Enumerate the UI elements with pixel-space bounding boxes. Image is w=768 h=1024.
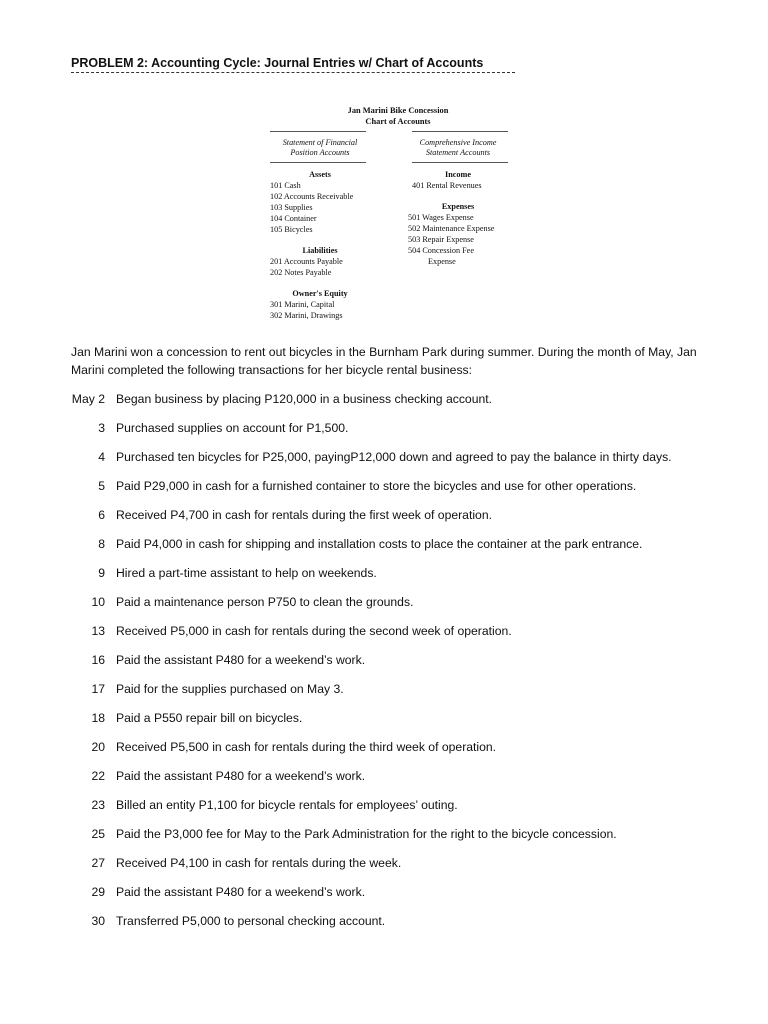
- transaction-text: Purchased supplies on account for P1,500.: [116, 421, 349, 435]
- transaction-day: 8: [98, 537, 105, 551]
- coa-income-label: Income: [445, 170, 471, 179]
- transaction-day: 6: [98, 508, 105, 522]
- coa-right-rule-top: [412, 131, 508, 132]
- transaction-row: [71, 767, 751, 785]
- transaction-row: [71, 825, 751, 843]
- transaction-text: Received P5,500 in cash for rentals during the third week of operation.: [116, 740, 497, 754]
- transaction-text: Paid P4,000 in cash for shipping and installation costs to place the container at the park entrance.: [116, 537, 643, 551]
- transaction-text: Paid a maintenance person P750 to clean the grounds.: [116, 595, 414, 609]
- transaction-row: [71, 854, 751, 872]
- transaction-day: 27: [91, 856, 105, 870]
- problem-title: PROBLEM 2: Accounting Cycle: Journal Entries w/ Chart of Accounts: [71, 56, 484, 70]
- coa-account: 501 Wages Expense: [408, 213, 474, 222]
- coa-right-header-1: Comprehensive Income: [419, 138, 497, 147]
- transaction-day: 22: [91, 769, 105, 783]
- coa-account: 105 Bicycles: [270, 225, 313, 234]
- transaction-row: [71, 419, 751, 437]
- transaction-row: [71, 738, 751, 756]
- transaction-text: Received P5,000 in cash for rentals during the second week of operation.: [116, 624, 512, 638]
- transaction-text: Paid the assistant P480 for a weekend’s work.: [116, 653, 366, 667]
- coa-account: 101 Cash: [270, 181, 301, 190]
- transaction-text: Received P4,700 in cash for rentals during the first week of operation.: [116, 508, 492, 522]
- transaction-row: [71, 477, 751, 495]
- coa-account: 202 Notes Payable: [270, 268, 332, 277]
- transaction-text: Billed an entity P1,100 for bicycle rentals for employees’ outing.: [116, 798, 458, 812]
- transaction-row: [71, 796, 751, 814]
- transaction-text: Purchased ten bicycles for P25,000, payingP12,000 down and agreed to pay the balance in thirty days.: [116, 450, 672, 464]
- transaction-day: 13: [91, 624, 105, 638]
- dashed-divider: [71, 72, 515, 73]
- transaction-row: [71, 883, 751, 901]
- transaction-text: Paid the P3,000 fee for May to the Park Administration for the right to the bicycle concession.: [116, 827, 617, 841]
- transaction-row: [71, 535, 751, 553]
- transaction-text: Received P4,100 in cash for rentals during the week.: [116, 856, 402, 870]
- coa-account: 104 Container: [270, 214, 317, 223]
- transaction-row: [71, 564, 751, 582]
- coa-liabilities-label: Liabilities: [302, 246, 338, 255]
- transaction-text: Hired a part-time assistant to help on weekends.: [116, 566, 377, 580]
- coa-account: 503 Repair Expense: [408, 235, 474, 244]
- transaction-row: [71, 593, 751, 611]
- transaction-day: 16: [91, 653, 105, 667]
- coa-right-rule-bottom: [412, 162, 508, 163]
- coa-account: 103 Supplies: [270, 203, 313, 212]
- transaction-day: 3: [98, 421, 105, 435]
- coa-account: 401 Rental Revenues: [412, 181, 482, 190]
- transaction-text: Paid a P550 repair bill on bicycles.: [116, 711, 303, 725]
- intro-paragraph: Jan Marini won a concession to rent out bicycles in the Burnham Park during summer. During the month of May, Jan Marini completed the following transactions for her bicycle rental business:: [71, 345, 697, 377]
- coa-left-column: [270, 131, 390, 321]
- transaction-text: Began business by placing P120,000 in a business checking account.: [116, 392, 493, 406]
- transaction-row: [71, 448, 751, 466]
- transaction-text: Paid for the supplies purchased on May 3.: [116, 682, 344, 696]
- transaction-row: [71, 709, 751, 727]
- transaction-day: 9: [98, 566, 105, 580]
- transaction-day: 4: [98, 450, 105, 464]
- transaction-day: 5: [98, 479, 105, 493]
- chart-of-accounts: [268, 105, 528, 320]
- transaction-text: Paid P29,000 in cash for a furnished container to store the bicycles and use for other operations.: [116, 479, 637, 493]
- coa-right-column: [408, 131, 528, 267]
- transaction-row: [71, 506, 751, 524]
- coa-account: 302 Marini, Drawings: [270, 311, 343, 320]
- transaction-text: Paid the assistant P480 for a weekend’s work.: [116, 769, 366, 783]
- transaction-day: 23: [91, 798, 105, 812]
- transaction-row: [71, 622, 751, 640]
- coa-account-continuation: Expense: [428, 257, 456, 266]
- transaction-row: [71, 651, 751, 669]
- transaction-day: 29: [91, 885, 105, 899]
- transaction-day: May 2: [71, 392, 105, 406]
- transaction-day: 20: [91, 740, 105, 754]
- coa-equity-label: Owner's Equity: [292, 289, 348, 298]
- coa-account: 502 Maintenance Expense: [408, 224, 495, 233]
- coa-account: 102 Accounts Receivable: [270, 192, 354, 201]
- coa-left-header-1: Statement of Financial: [282, 138, 358, 147]
- transaction-day: 17: [91, 682, 105, 696]
- coa-right-header-2: Statement Accounts: [425, 148, 491, 157]
- coa-assets-label: Assets: [309, 170, 331, 179]
- transaction-text: Paid the assistant P480 for a weekend’s work.: [116, 885, 366, 899]
- transaction-row: [71, 912, 751, 930]
- transaction-text: Transferred P5,000 to personal checking account.: [116, 914, 386, 928]
- coa-title: Chart of Accounts: [365, 117, 431, 126]
- transaction-day: 10: [91, 595, 105, 609]
- coa-account: 504 Concession Fee: [408, 246, 474, 255]
- transaction-day: 25: [91, 827, 105, 841]
- coa-left-header-2: Position Accounts: [290, 148, 350, 157]
- coa-left-rule-top: [270, 131, 366, 132]
- coa-account: 201 Accounts Payable: [270, 257, 343, 266]
- transaction-row: [71, 680, 751, 698]
- coa-account: 301 Marini, Capital: [270, 300, 335, 309]
- transaction-row: [71, 390, 751, 408]
- coa-expenses-label: Expenses: [441, 202, 475, 211]
- transaction-day: 30: [91, 914, 105, 928]
- coa-left-rule-bottom: [270, 162, 366, 163]
- transaction-day: 18: [91, 711, 105, 725]
- coa-company: Jan Marini Bike Concession: [347, 106, 449, 115]
